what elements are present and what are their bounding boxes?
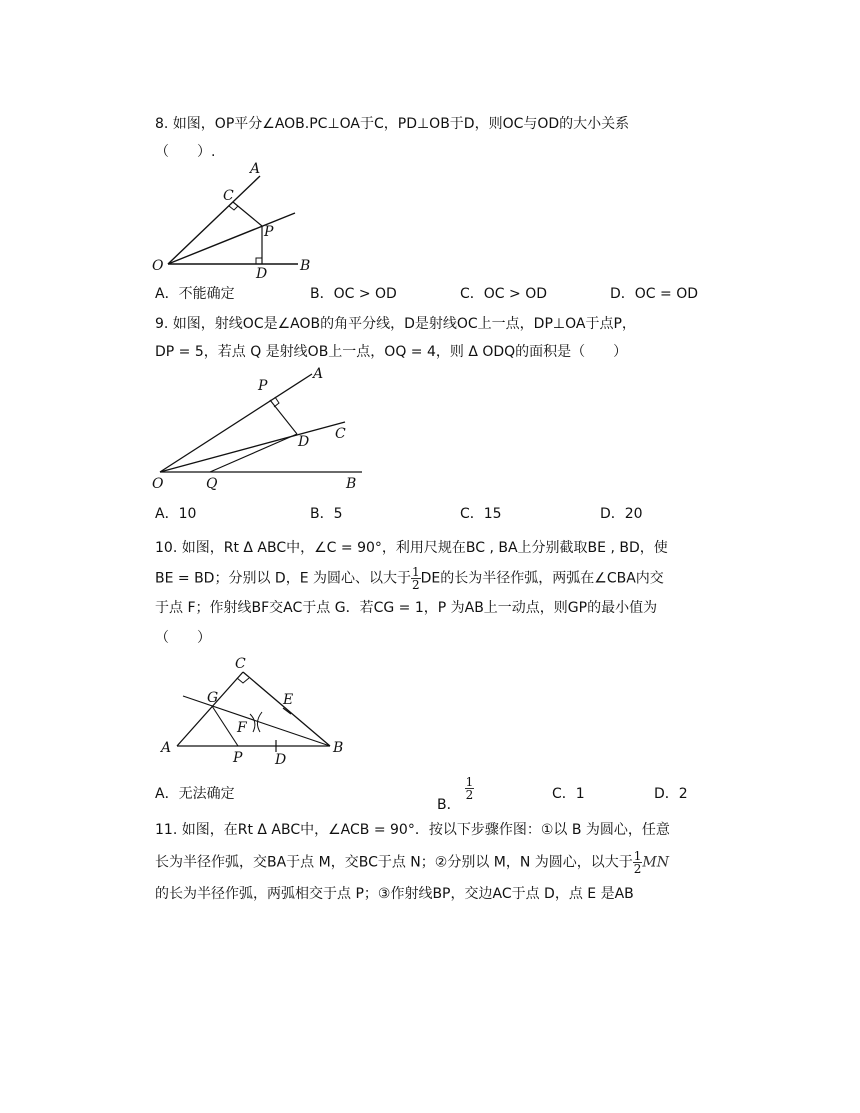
- q10-option-a[interactable]: A．无法确定: [155, 786, 235, 802]
- q9-label-d: D: [298, 434, 310, 450]
- q11-stem-line2: [155, 850, 669, 875]
- q10-fraction-den: 2: [412, 578, 420, 592]
- q9-stem-line2: DP = 5，若点 Q 是射线OB上一点，OQ = 4，则 Δ ODQ的面积是（ ）: [155, 344, 628, 360]
- q9-label-o: O: [152, 476, 164, 492]
- q11-stem-line3: 的长为半径作弧，两弧相交于点 P；③作射线BP，交边AC于点 D，点 E 是AB: [155, 886, 634, 902]
- q8-stem-line1: 8. 如图，OP平分∠AOB.PC⊥OA于C，PD⊥OB于D，则OC与OD的大小关系: [155, 116, 630, 132]
- q11-fraction-num: 1: [633, 849, 642, 863]
- q9-label-c: C: [335, 426, 346, 442]
- q11-stem-line1: 11. 如图，在Rt Δ ABC中，∠ACB = 90°．按以下步骤作图：①以 B 为圆心，任意: [155, 822, 670, 838]
- q9-label-a: A: [313, 366, 324, 382]
- q8-option-c[interactable]: C．OC > OD: [460, 286, 548, 302]
- q10-option-b-num: 1: [465, 775, 474, 789]
- q10-fraction-num: 1: [412, 565, 420, 579]
- q8-label-o: O: [152, 258, 164, 274]
- q8-stem-line2: （ ）.: [155, 144, 216, 160]
- q10-label-d: D: [275, 752, 287, 768]
- q10-stem-line4: （ ）: [155, 630, 211, 646]
- q10-option-b[interactable]: [437, 775, 474, 813]
- q10-stem-line2: [155, 566, 664, 591]
- q11-stem-line2-part1: 长为半径作弧，交BA于点 M，交BC于点 N；②分别以 M，N 为圆心，以大于: [155, 854, 633, 871]
- q10-label-e: E: [283, 692, 294, 708]
- q10-stem-line2-part2: DE的长为半径作弧，两弧在∠CBA内交: [420, 570, 664, 587]
- q8-option-b[interactable]: B．OC > OD: [310, 286, 397, 302]
- q11-fraction-den: 2: [633, 862, 642, 876]
- q10-stem-line2-part1: BE = BD；分别以 D，E 为圆心、以大于: [155, 570, 411, 587]
- q8-option-a[interactable]: A．不能确定: [155, 286, 235, 302]
- q10-label-g: G: [207, 690, 219, 706]
- q10-stem-line3: 于点 F；作射线BF交AC于点 G．若CG = 1，P 为AB上一动点，则GP的最小值为: [155, 600, 658, 616]
- q10-stem-line1: 10. 如图，Rt Δ ABC中，∠C = 90°，利用尺规在BC , BA上分别截取BE , BD，使: [155, 540, 668, 556]
- q10-option-b-fraction: [465, 776, 475, 801]
- q10-option-b-label: B．: [437, 796, 461, 813]
- q10-figure: [155, 652, 355, 770]
- q9-label-q: Q: [206, 476, 218, 492]
- q10-option-b-den: 2: [465, 788, 474, 802]
- q10-label-b: B: [333, 740, 344, 756]
- q10-option-d[interactable]: D．2: [654, 786, 688, 802]
- q8-label-p: P: [264, 224, 274, 240]
- q8-label-b: B: [300, 258, 311, 274]
- q8-label-c: C: [223, 188, 234, 204]
- q11-half-fraction: [633, 850, 643, 875]
- q10-label-c: C: [235, 656, 246, 672]
- q9-figure: [150, 362, 375, 494]
- q8-label-d: D: [256, 266, 268, 280]
- q9-label-b: B: [346, 476, 357, 492]
- q8-label-a: A: [250, 161, 261, 177]
- q8-figure: [150, 158, 320, 280]
- q10-label-p: P: [233, 750, 243, 766]
- q9-option-a[interactable]: A．10: [155, 506, 197, 522]
- q11-stem-line2-part2: MN: [642, 854, 670, 871]
- q10-label-a: A: [161, 740, 172, 756]
- q9-option-c[interactable]: C．15: [460, 506, 502, 522]
- q9-stem-line1: 9. 如图，射线OC是∠AOB的角平分线，D是射线OC上一点，DP⊥OA于点P，: [155, 316, 636, 332]
- q9-option-b[interactable]: B．5: [310, 506, 343, 522]
- q10-option-c[interactable]: C．1: [552, 786, 585, 802]
- q10-half-fraction: [411, 566, 421, 591]
- q10-label-f: F: [237, 720, 247, 736]
- q8-option-d[interactable]: D．OC = OD: [610, 286, 699, 302]
- q9-option-d[interactable]: D．20: [600, 506, 643, 522]
- q9-label-p: P: [258, 378, 268, 394]
